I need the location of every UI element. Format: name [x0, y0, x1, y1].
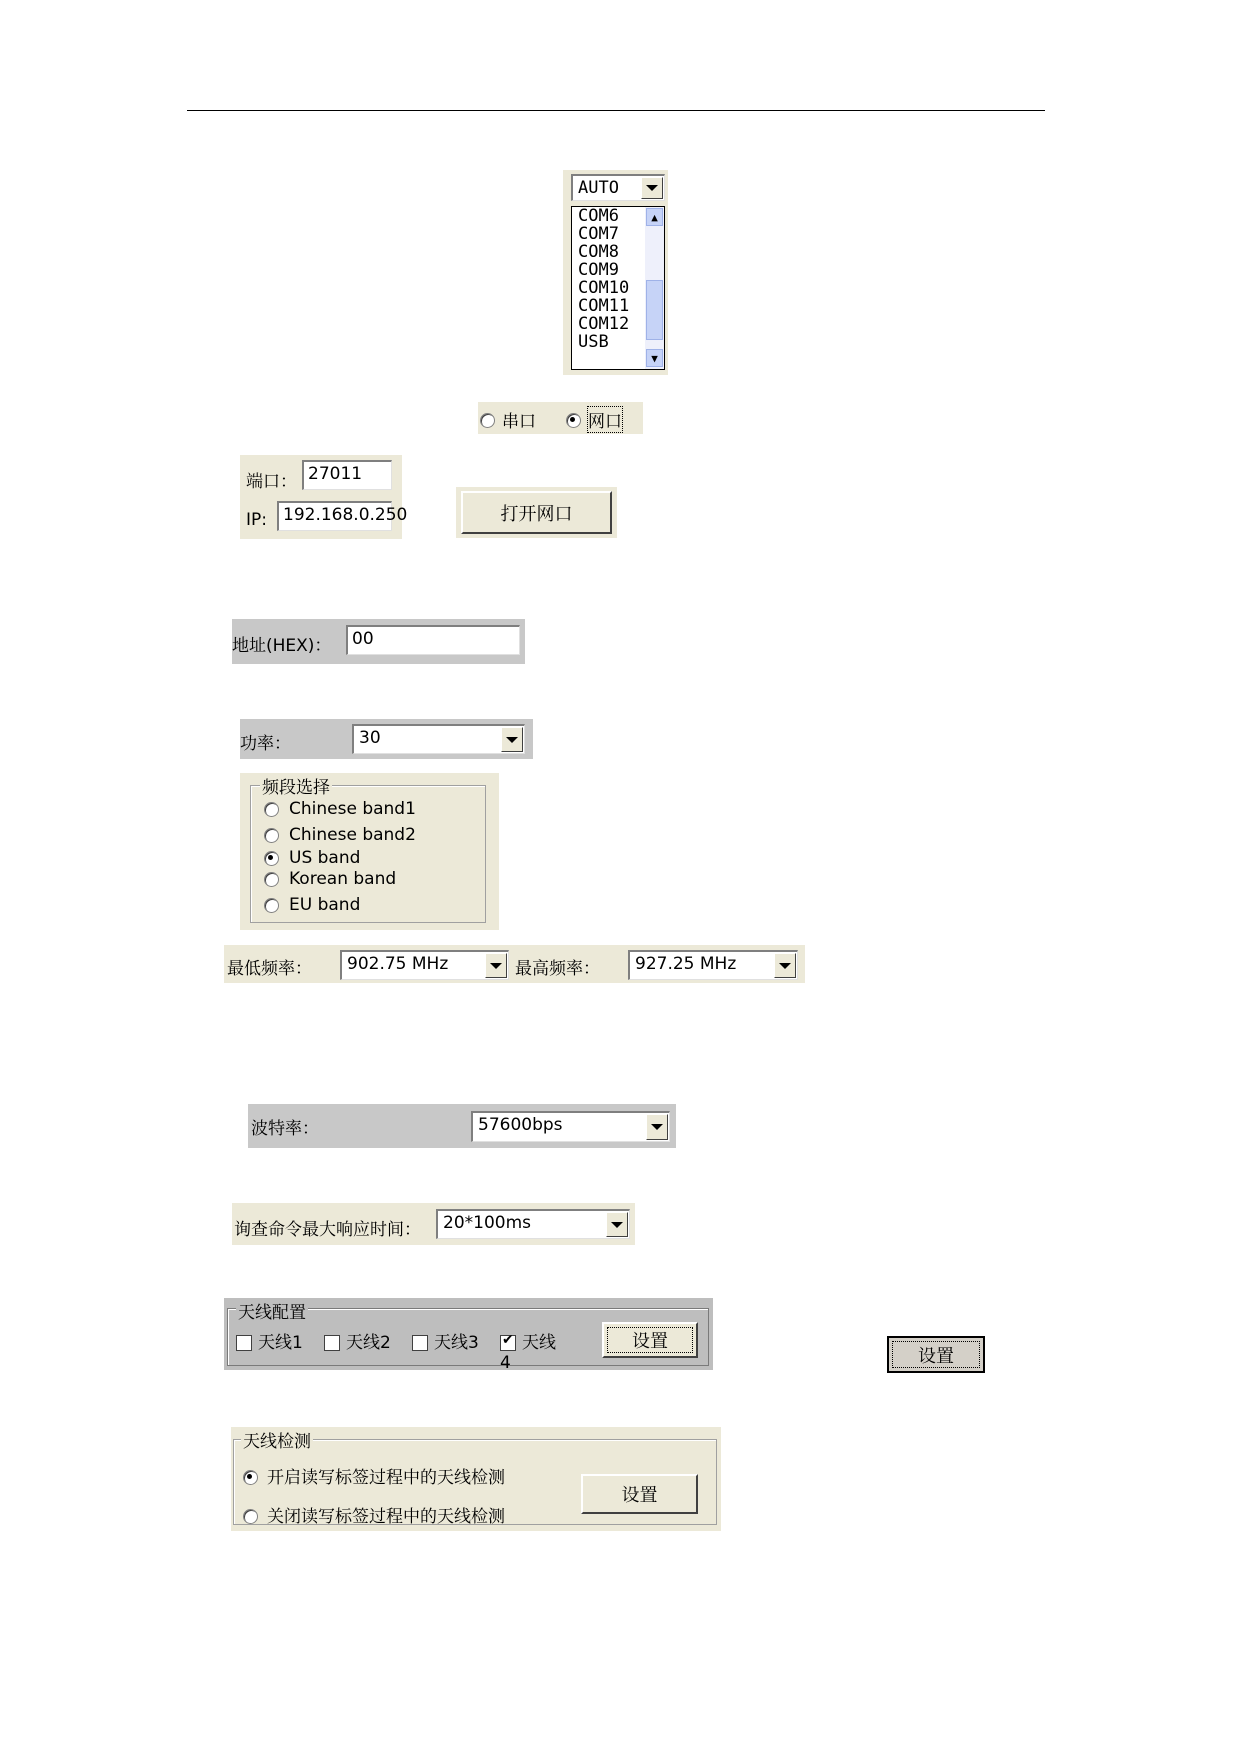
antenna-option[interactable]	[412, 1328, 479, 1353]
min-frequency-value: 902.75 MHz	[347, 954, 449, 974]
band-option[interactable]	[264, 825, 416, 845]
port-select-value: AUTO	[578, 178, 619, 198]
port-option[interactable]: COM7	[578, 224, 619, 244]
max-frequency-select[interactable]	[628, 950, 798, 980]
inventory-panel	[232, 1203, 635, 1245]
antenna-label: 天线4	[500, 1333, 556, 1373]
port-label: 端口：	[246, 472, 297, 492]
band-option-label: Korean band	[289, 869, 397, 889]
serial-radio[interactable]	[480, 410, 495, 430]
antenna-detect-title: 天线检测	[241, 1427, 313, 1452]
open-network-area	[456, 487, 617, 538]
antenna-option[interactable]	[500, 1328, 566, 1373]
antenna-checkbox[interactable]	[236, 1335, 252, 1351]
network-radio-dot	[566, 413, 581, 428]
port-select[interactable]	[571, 174, 665, 201]
scroll-down-icon[interactable]: ▼	[646, 349, 663, 367]
band-panel	[240, 773, 499, 930]
detect-disable-radio[interactable]	[243, 1506, 258, 1526]
port-option[interactable]: COM11	[578, 296, 630, 316]
inventory-label: 询查命令最大响应时间：	[234, 1220, 421, 1240]
band-option-label: Chinese band2	[289, 825, 416, 845]
detect-set-button[interactable]: 设置	[581, 1474, 698, 1514]
antenna-label: 天线1	[258, 1333, 303, 1353]
band-option[interactable]	[264, 895, 360, 915]
antenna-label: 天线3	[434, 1333, 479, 1353]
network-radio[interactable]	[566, 410, 581, 430]
band-option-label: Chinese band1	[289, 799, 416, 819]
antenna-label: 天线2	[346, 1333, 391, 1353]
port-option[interactable]: COM12	[578, 314, 630, 334]
baud-panel	[248, 1104, 676, 1148]
port-options-list[interactable]	[571, 206, 665, 370]
band-radio[interactable]	[264, 872, 279, 887]
band-radio[interactable]	[264, 828, 279, 843]
power-select-value: 30	[359, 728, 381, 748]
min-frequency-label: 最低频率：	[227, 959, 312, 979]
baud-label: 波特率：	[251, 1119, 319, 1139]
band-option[interactable]	[264, 848, 360, 868]
detect-enable-radio[interactable]	[243, 1467, 258, 1487]
antenna-config-title: 天线配置	[236, 1298, 308, 1323]
baud-select-value: 57600bps	[478, 1115, 563, 1135]
port-option[interactable]: USB	[578, 332, 609, 352]
port-option[interactable]: COM9	[578, 260, 619, 280]
antenna-checkbox[interactable]	[324, 1335, 340, 1351]
list-scrollbar[interactable]	[645, 207, 664, 369]
detect-disable-radio-dot	[243, 1509, 258, 1524]
ip-input[interactable]: 192.168.0.250	[277, 501, 392, 531]
chevron-down-icon[interactable]	[501, 727, 523, 752]
port-input[interactable]: 27011	[302, 460, 392, 490]
chevron-down-icon[interactable]	[641, 177, 663, 199]
antenna-option[interactable]	[236, 1328, 303, 1353]
address-panel	[232, 619, 525, 664]
address-input[interactable]: 00	[346, 625, 520, 655]
standalone-set-button[interactable]: 设置	[887, 1336, 985, 1373]
chevron-down-icon[interactable]	[646, 1114, 668, 1140]
antenna-checkbox[interactable]	[412, 1335, 428, 1351]
detect-enable-radio-dot	[243, 1470, 258, 1485]
min-frequency-select[interactable]	[340, 950, 509, 980]
band-radio[interactable]	[264, 898, 279, 913]
band-radio[interactable]	[264, 851, 279, 866]
power-panel	[240, 719, 533, 759]
network-settings-panel	[240, 455, 408, 539]
serial-label: 串口	[502, 412, 536, 432]
address-label: 地址(HEX)：	[232, 636, 332, 656]
band-option[interactable]	[264, 869, 396, 889]
max-frequency-label: 最高频率：	[515, 959, 600, 979]
port-dropdown-panel	[563, 170, 668, 375]
network-label: 网口	[588, 407, 622, 432]
band-option-label: US band	[289, 848, 361, 868]
chevron-down-icon[interactable]	[485, 953, 507, 978]
serial-radio-dot	[480, 413, 495, 428]
connection-mode-panel	[478, 402, 643, 434]
detect-enable-label: 开启读写标签过程中的天线检测	[267, 1468, 505, 1488]
scroll-thumb[interactable]	[646, 280, 663, 340]
antenna-detect-panel	[231, 1427, 721, 1531]
port-option[interactable]: COM10	[578, 278, 630, 298]
header-rule	[187, 110, 1045, 111]
band-group-title: 频段选择	[260, 773, 332, 798]
inventory-select-value: 20*100ms	[443, 1213, 531, 1233]
antenna-set-button[interactable]: 设置	[602, 1322, 698, 1358]
power-select[interactable]	[352, 724, 525, 754]
ip-label: IP:	[246, 510, 267, 530]
antenna-config-panel	[224, 1298, 713, 1373]
port-option[interactable]: COM8	[578, 242, 619, 262]
port-option[interactable]: COM6	[578, 206, 619, 226]
antenna-checkbox[interactable]	[500, 1335, 516, 1351]
baud-select[interactable]	[471, 1111, 670, 1142]
detect-disable-label: 关闭读写标签过程中的天线检测	[267, 1507, 505, 1527]
chevron-down-icon[interactable]	[606, 1212, 628, 1237]
chevron-down-icon[interactable]	[774, 953, 796, 978]
band-radio[interactable]	[264, 802, 279, 817]
open-network-button[interactable]: 打开网口	[461, 491, 612, 534]
power-label: 功率：	[240, 734, 291, 754]
antenna-option[interactable]	[324, 1328, 391, 1353]
max-frequency-value: 927.25 MHz	[635, 954, 737, 974]
scroll-up-icon[interactable]: ▲	[646, 208, 663, 226]
frequency-panel	[224, 945, 805, 983]
band-option[interactable]	[264, 799, 416, 819]
band-option-label: EU band	[289, 895, 361, 915]
inventory-select[interactable]	[436, 1209, 630, 1239]
